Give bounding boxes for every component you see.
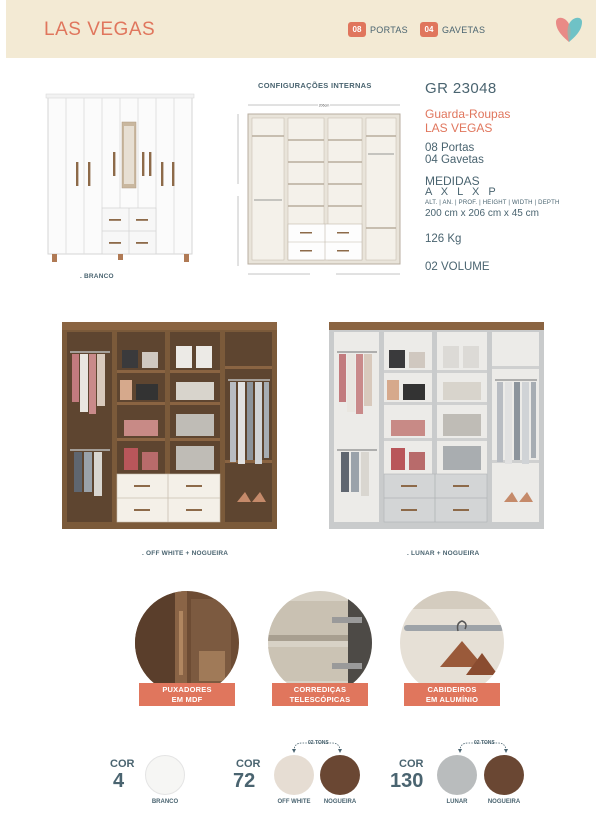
product-title: LAS VEGAS	[44, 19, 156, 40]
swatch-off-white-caption: OFF WHITE	[277, 799, 311, 805]
cor-130-label: COR	[399, 758, 424, 770]
swatch-nogueira-72	[320, 755, 360, 795]
wardrobe-product-photo	[36, 86, 206, 268]
swatch-lunar	[437, 755, 477, 795]
feature-photo-slides	[268, 591, 372, 695]
cor-72-number: 72	[233, 770, 256, 792]
swatch-off-white	[274, 755, 314, 795]
swatch-nogueira-72-caption: NOGUEIRA	[323, 799, 357, 805]
header-band	[6, 0, 596, 58]
feature-label-handles-line1: PUXADORES	[162, 685, 212, 694]
swatch-nogueira-130	[484, 755, 524, 795]
feature-label-hanger-rods-line2: EM ALUMÍNIO	[425, 695, 479, 704]
cor-4-number: 4	[113, 770, 125, 792]
interior-photo-off-white-walnut	[62, 322, 277, 529]
finish-caption-2: . LUNAR + NOGUEIRA	[407, 550, 480, 557]
cor-4-label: COR	[110, 758, 135, 770]
interior-photo-lunar-walnut	[329, 322, 544, 529]
feature-label-hanger-rods-line1: CABIDEIROS	[427, 685, 477, 694]
swatch-nogueira-130-caption: NOGUEIRA	[487, 799, 521, 805]
weight: 126 Kg	[425, 233, 462, 245]
feature-photo-hanger-rods	[400, 591, 504, 695]
measures-legend: ALT. | AN. | PROF. | HEIGHT | WIDTH | DEPTH	[425, 200, 560, 206]
doors-line: 08 Portas	[425, 142, 475, 154]
feature-label-slides	[272, 683, 368, 706]
feature-photo-handles	[135, 591, 239, 695]
heart-logo-icon	[554, 16, 584, 44]
config-title: CONFIGURAÇÕES INTERNAS	[258, 81, 372, 90]
product-name: LAS VEGAS	[425, 121, 493, 135]
drawers-line: 04 Gavetas	[425, 154, 484, 166]
feature-label-handles	[139, 683, 235, 706]
doors-count-badge: 08	[348, 22, 366, 37]
internal-configuration-drawing	[230, 96, 416, 286]
measures-axes: A X L X P	[425, 186, 499, 198]
doors-label: PORTAS	[370, 25, 408, 35]
feature-label-hanger-rods	[404, 683, 500, 706]
drawers-label: GAVETAS	[442, 25, 486, 35]
feature-label-slides-line2: TELESCÓPICAS	[289, 695, 351, 704]
tons-note-72: 02 TONS	[308, 740, 329, 746]
catalog-page	[6, 0, 596, 840]
measures-values: 200 cm x 206 cm x 45 cm	[425, 208, 539, 219]
svg-text:206cm: 206cm	[318, 103, 330, 108]
drawers-count-badge: 04	[420, 22, 438, 37]
photo-caption: . BRANCO	[80, 273, 114, 280]
swatch-lunar-caption: LUNAR	[446, 799, 468, 805]
product-type: Guarda-Roupas	[425, 107, 511, 121]
product-code: GR 23048	[425, 80, 497, 97]
cor-130-number: 130	[390, 770, 424, 792]
swatch-branco	[145, 755, 185, 795]
finish-caption-1: . OFF WHITE + NOGUEIRA	[142, 550, 229, 557]
tons-note-130: 02 TONS	[474, 740, 495, 746]
swatch-branco-caption: BRANCO	[151, 799, 179, 805]
measures-title: MEDIDAS	[425, 174, 480, 188]
product-info	[425, 80, 595, 273]
feature-label-slides-line1: CORREDIÇAS	[293, 685, 347, 694]
volumes: 02 VOLUME	[425, 261, 490, 273]
feature-label-handles-line2: EM MDF	[171, 695, 203, 704]
cor-72-label: COR	[236, 758, 261, 770]
